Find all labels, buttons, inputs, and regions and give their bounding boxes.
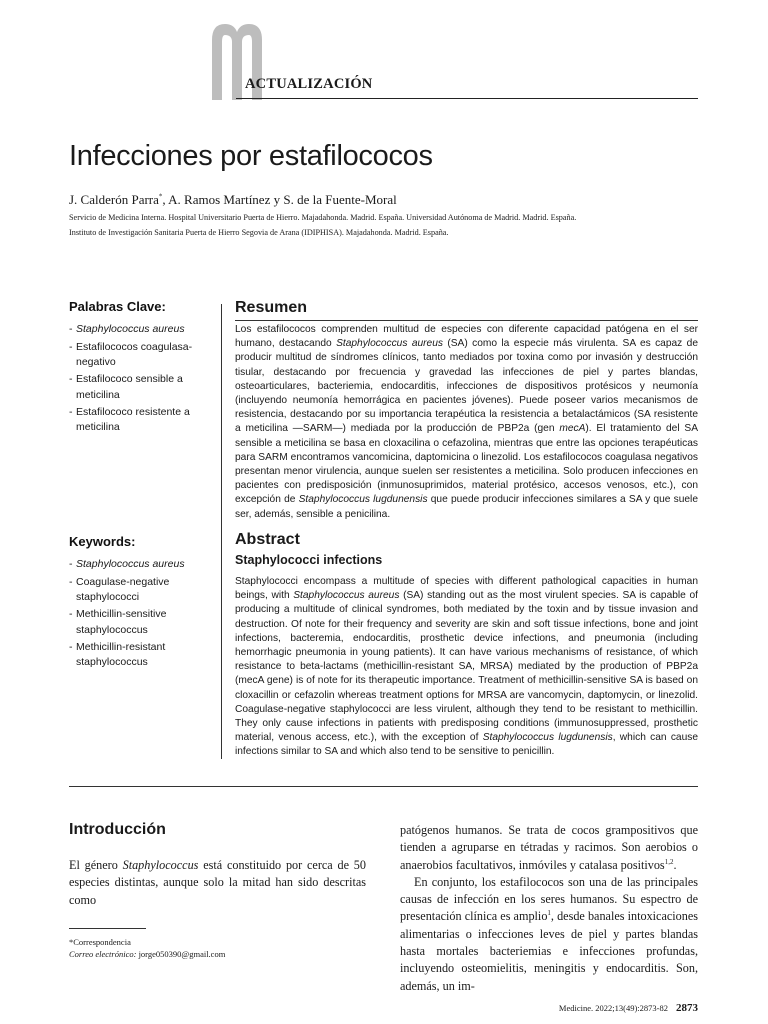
keyword-item: - Coagulase-negative staphylococci: [69, 575, 170, 603]
citation: Medicine. 2022;13(49):2873-82: [558, 1003, 668, 1013]
email-link[interactable]: jorge050390@gmail.com: [136, 949, 226, 959]
email-note: Correo electrónico: jorge050390@gmail.com: [69, 949, 226, 959]
resumen-divider: [235, 320, 698, 321]
palabras-clave-list: [69, 322, 209, 438]
affiliation: Servicio de Medicina Interna. Hospital Universitario Puerta de Hierro. Majadahonda. Madrid. España. Universidad Autónoma de Madrid. Madrid. España.: [69, 213, 577, 222]
keyword-item: - Estafilococo resistente a meticilina: [69, 406, 190, 434]
authors: J. Calderón Parra*, A. Ramos Martínez y S. de la Fuente-Moral: [69, 192, 397, 207]
abstract-paragraph: Staphylococci encompass a multitude of species with different pathological capacities in human beings, with Staphylococcus aureus (SA) standing out as the most virulent species. SA is capable of producing a multitude of clinical syndromes, both mediated by the toxin and by tissue invasion and destruction. Of note for their frequency and severity are skin and soft tissue infections, bone and joint infections, bacteremia, endocarditis, prosthetic device infections, and pneumonia (including hemorrhagic pneumonia in young patients). It can have various mechanisms of resistance, of which resistance to beta-lactams (methicillin-resistant SA, MRSA) mediated by the production of PBP2a (mecA gene) is of note for its therapeutic importance. Treatment of methicillin-sensitive SA is based on cloxacillin or cefazolin whereas treatment options for MRSA are vancomycin, daptomycin, or linezolid. Coagulase-negative staphylococci are less virulent, although they tend to be resistant to methicillin. They only cause infections in patients with predisposing conditions (immunosuppressed, prosthetic material, venous access, etc.), with the exception of Staphylococcus lugdunensis, which can cause infections similar to SA and which also tend to be sensitive to penicillin.: [235, 576, 699, 758]
resumen-paragraph: Los estafilococos comprenden multitud de especies con diferente capacidad patógena en el ser humano, destacando Staphylococcus aureus (SA) como la especie más virulenta. SA es capaz de producir multitud de síndromes clínicos, tanto mediados por toxina como por invasión y destrucción tisular, destacando por frecuencia y gravedad las infecciones de piel y partes blandas, osteoarticulares, bacteriemia, endocarditis, infecciones de dispositivos protésicos y neumonía (incluyendo neumonía hemorrágica en pacientes jóvenes). Puede poseer varios mecanismos de resistencia, destacando por su importancia terapéutica la resistencia a betalactámicos (SA resistente a meticilina —SARM—) mediada por la producción de PBP2a (gen mecA). El tratamiento del SA sensible a meticilina se basa en cloxacilina o cefazolina, mientras que entre las opciones terapéuticas para SARM encontramos vancomicina, daptomicina o linezolid. Los estafilococos coagulasa negativos presentan menor virulencia, aunque suelen ser resistentes a meticilina. Solo producen infecciones en pacientes con predisposición (inmunosuprimidos, material protésico, accesos venosos, etc.), con excepción de Staphylococcus lugdunensis que puede producir infecciones similares a SA y que suele ser, además, sensible a penicilina.: [235, 324, 698, 520]
section-label: ACTUALIZACIÓN: [245, 76, 373, 92]
correspondence-note: *Correspondencia: [69, 937, 131, 947]
column-divider: [221, 304, 222, 759]
keyword-item: - Methicillin-sensitive staphylococcus: [69, 608, 167, 636]
abstract-subtitle: Staphylococci infections: [235, 553, 383, 567]
keyword-item: - Estafilococo sensible a meticilina: [69, 373, 183, 401]
intro-paragraph: El género Staphylococcus está constituido por cerca de 50 especies distintas, aunque solo la mitad han sido descritas como: [69, 858, 366, 907]
keywords-list: [69, 557, 209, 673]
keyword-item: - Estafilococos coagulasa-negativo: [69, 340, 193, 368]
keyword-item: - Methicillin-resistant staphylococcus: [69, 641, 166, 669]
keyword-item: - Staphylococcus aureus: [69, 558, 185, 570]
header-divider: [236, 98, 698, 99]
page-number: 2873: [676, 1002, 698, 1014]
footnote-divider: [69, 928, 146, 929]
palabras-clave-heading: Palabras Clave:: [69, 299, 166, 314]
section-divider: [69, 786, 698, 787]
intro-right-column: patógenos humanos. Se trata de cocos grampositivos que tienden a agruparse en tétradas y racimos. Son aerobios o anaerobios facultativos, inmóviles y catalasa positivos$^{1,2}$. En conjunto, los estafilococos son una de las principales causas de infección en los seres humanos. Su espectro de presentación clínica es amplio$^1$, desde banales intoxicaciones alimentarias o infecciones leves de piel y partes blandas hasta mortales bacteriemias e infecciones profundas, incluyendo osteomielitis, meningitis y endocarditis. Son, además, un im-: [400, 822, 698, 995]
keyword-item: - Staphylococcus aureus: [69, 323, 185, 335]
resumen-heading: Resumen: [235, 299, 308, 316]
introduccion-heading: Introducción: [69, 821, 166, 838]
intro-paragraph: En conjunto, los estafilococos son una de las principales causas de infección en los seres humanos. Su espectro de presentación clínica es amplio$^1$, desde banales intoxicaciones alimentarias o infecciones leves de piel y partes blandas hasta mortales bacteriemias e infecciones profundas, incluyendo osteomielitis, meningitis y endocarditis. Son, además, un im-: [400, 874, 698, 993]
page-footer: [559, 1002, 698, 1014]
keywords-heading: Keywords:: [69, 534, 136, 549]
article-title: Infecciones por estafilococos: [69, 140, 433, 172]
affiliation: Instituto de Investigación Sanitaria Puerta de Hierro Segovia de Arana (IDIPHISA). Majadahonda. Madrid. España.: [69, 228, 449, 237]
abstract-heading: Abstract: [235, 531, 300, 548]
